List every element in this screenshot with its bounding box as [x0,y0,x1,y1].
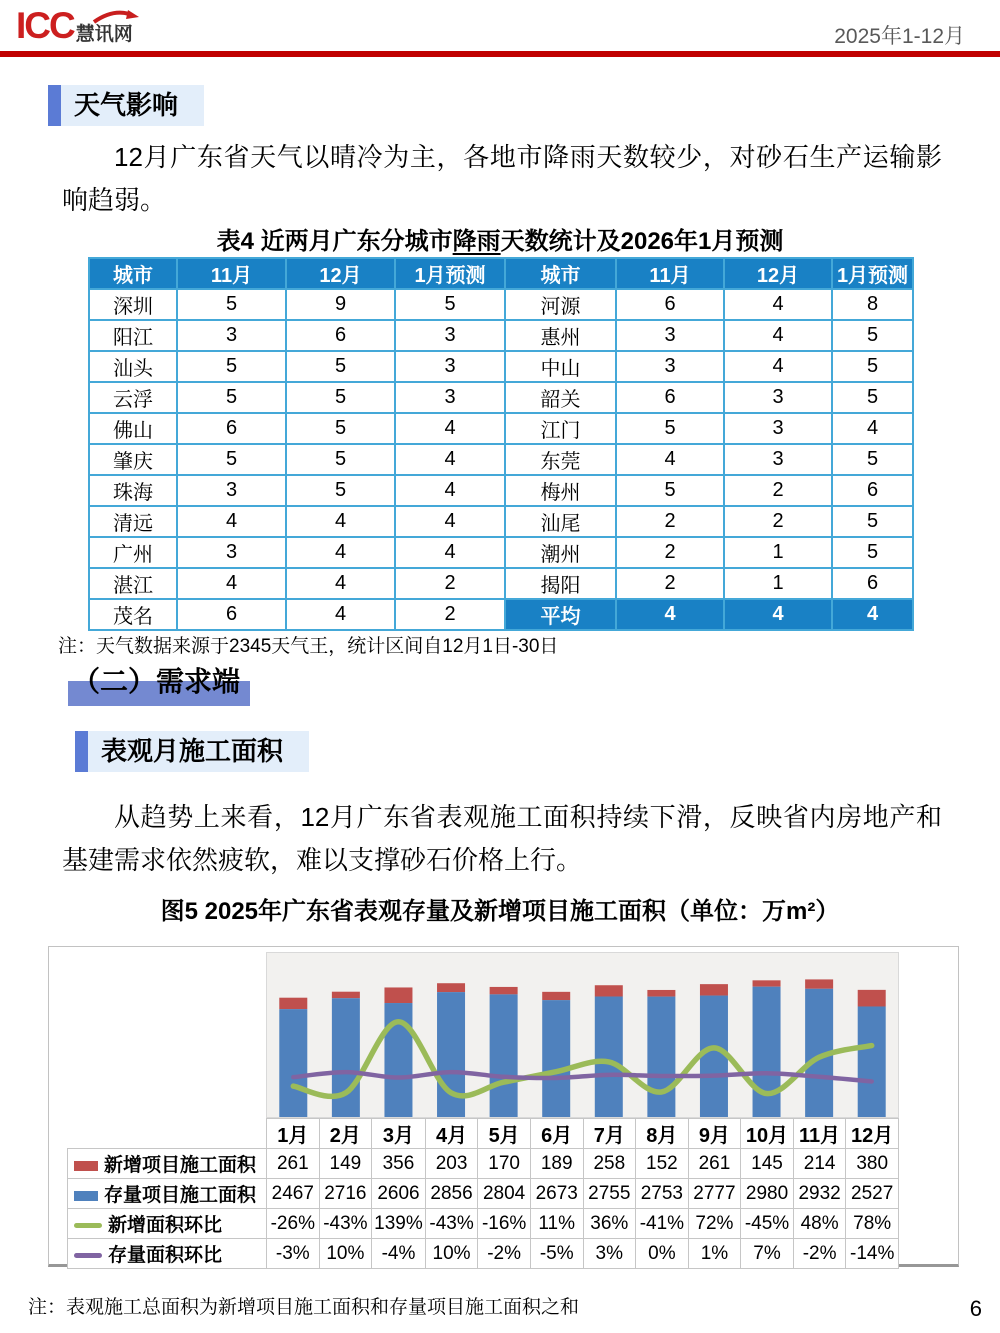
value-cell: 380 [846,1149,899,1179]
chart-plot-area [266,952,899,1118]
figure5-title: 图5 2025年广东省表观存量及新增项目施工面积（单位：万m²） [160,898,840,925]
value-cell: 145 [741,1149,794,1179]
table-cell: 云浮 [89,382,177,413]
table-cell: 4 [286,506,395,537]
table-cell: 城市 [89,258,177,289]
table-cell: 5 [616,475,724,506]
stacked-bar-line-chart [267,953,898,1117]
table-cell: 9 [286,289,395,320]
table-cell: 2 [395,568,505,599]
heading-accent-bar [75,731,88,772]
table4-title-prefix: 表4 近两月广东分城市 [216,228,453,255]
table-cell: 5 [832,537,913,568]
table-cell: 惠州 [505,320,616,351]
value-cell: 2673 [530,1179,583,1209]
series-row [68,1179,899,1209]
table-cell: 5 [286,444,395,475]
construction-section-title: 表观月施工面积 [88,731,309,772]
page-header [0,0,1000,57]
value-cell: -14% [846,1239,899,1269]
icc-logo-text: ICC [16,5,74,46]
series-label-cell [68,1239,267,1269]
table-row [89,289,913,320]
table-row [89,506,913,537]
table-cell: 5 [286,382,395,413]
table-cell: 3 [395,351,505,382]
table-cell: 湛江 [89,568,177,599]
table-cell: 4 [395,444,505,475]
table-cell: 中山 [505,351,616,382]
series-label-cell [68,1179,267,1209]
weather-section-title: 天气影响 [61,85,204,126]
table-cell: 4 [616,599,724,630]
table-cell: 广州 [89,537,177,568]
series-name: 存量项目施工面积 [104,1185,257,1206]
table-cell: 河源 [505,289,616,320]
table-cell: 3 [724,444,832,475]
table-cell: 4 [724,351,832,382]
value-cell: -5% [530,1239,583,1269]
value-cell: 261 [688,1149,741,1179]
icc-logo [16,6,133,46]
page-number: 6 [969,1296,982,1321]
table4-title-suffix: 天数统计及2026年1月预测 [500,228,784,255]
table-row [89,413,913,444]
table-cell: 4 [395,475,505,506]
table-cell: 汕头 [89,351,177,382]
series-row [68,1149,899,1179]
table-cell: 佛山 [89,413,177,444]
table-cell: 6 [616,289,724,320]
table-row [89,537,913,568]
value-cell: 10% [425,1239,478,1269]
series-label-cell [68,1149,267,1179]
rain-table-body [89,258,913,630]
table-row [89,258,913,289]
table-cell: 4 [832,599,913,630]
value-cell: 0% [636,1239,689,1269]
table-cell: 4 [286,568,395,599]
table-cell: 2 [616,568,724,599]
table-cell: 2 [616,506,724,537]
table-cell: 5 [286,413,395,444]
table-row [89,444,913,475]
value-cell: -3% [267,1239,320,1269]
report-period: 2025年1-12月 [834,25,965,48]
series-label-cell [68,1209,267,1239]
table-cell: 3 [177,537,286,568]
month-label-cell: 11月 [793,1119,846,1149]
value-cell: 189 [530,1149,583,1179]
table-cell: 5 [286,475,395,506]
month-label-cell: 3月 [372,1119,426,1149]
table-cell: 4 [395,506,505,537]
value-cell: 139% [372,1209,426,1239]
value-cell: 1% [688,1239,741,1269]
month-header-row [68,1119,899,1149]
table-cell: 揭阳 [505,568,616,599]
construction-section-heading [75,731,309,772]
table-cell: 8 [832,289,913,320]
weather-section-heading [48,85,204,126]
value-cell: 3% [583,1239,636,1269]
table-cell: 城市 [505,258,616,289]
table-cell: 茂名 [89,599,177,630]
table-cell: 4 [177,568,286,599]
value-cell: 2467 [267,1179,320,1209]
blank-cell [68,1119,267,1149]
table4-note: 注：天气数据来源于2345天气王，统计区间自12月1日-30日 [58,636,559,657]
demand-section-title: （二）需求端 [72,666,241,697]
swoosh-icon [92,8,140,24]
value-cell: -45% [741,1209,794,1239]
value-cell: 10% [319,1239,372,1269]
chart-data-table [67,1118,899,1269]
table-cell: 1 [724,568,832,599]
value-cell: 36% [583,1209,636,1239]
value-cell: 2856 [425,1179,478,1209]
table-cell: 4 [395,537,505,568]
chart-data-table-body [68,1119,899,1269]
table-cell: 4 [286,599,395,630]
value-cell: 7% [741,1239,794,1269]
table-cell: 5 [832,444,913,475]
table-cell: 2 [724,506,832,537]
table-cell: 5 [177,382,286,413]
series-name: 新增项目施工面积 [104,1155,257,1176]
table-cell: 6 [177,413,286,444]
table-cell: 6 [616,382,724,413]
rain-table [88,257,914,631]
value-cell: 2753 [636,1179,689,1209]
table-cell: 5 [286,351,395,382]
table-cell: 3 [395,320,505,351]
value-cell: 2980 [741,1179,794,1209]
demand-section-heading [72,665,240,699]
month-label-cell: 2月 [319,1119,372,1149]
table-row [89,351,913,382]
value-cell: -43% [319,1209,372,1239]
table-cell: 1月预测 [832,258,913,289]
table-cell: 肇庆 [89,444,177,475]
table-cell: 4 [724,599,832,630]
table-cell: 5 [177,289,286,320]
table-cell: 3 [395,382,505,413]
month-label-cell: 4月 [425,1119,478,1149]
icc-logo-cn [76,24,133,46]
value-cell: -41% [636,1209,689,1239]
construction-paragraph: 从趋势上来看，12月广东省表观施工面积持续下滑，反映省内房地产和基建需求依然疲软，难以支撑砂石价格上行。 [62,802,942,875]
legend-swatch-icon [74,1191,98,1201]
value-cell: 170 [478,1149,531,1179]
table-cell: 12月 [286,258,395,289]
series-row [68,1209,899,1239]
table4-title-underlined: 降雨 [452,228,501,255]
table-cell: 珠海 [89,475,177,506]
value-cell: 2755 [583,1179,636,1209]
value-cell: 72% [688,1209,741,1239]
table-cell: 11月 [616,258,724,289]
table-cell: 韶关 [505,382,616,413]
value-cell: 152 [636,1149,689,1179]
month-label-cell: 12月 [846,1119,899,1149]
table-cell: 2 [395,599,505,630]
value-cell: 2606 [372,1179,426,1209]
table-cell: 3 [177,320,286,351]
value-cell: 2527 [846,1179,899,1209]
table-cell: 平均 [505,599,616,630]
legend-line-icon [74,1223,102,1228]
table-cell: 1 [724,537,832,568]
month-label-cell: 7月 [583,1119,636,1149]
legend-swatch-icon [74,1161,98,1171]
value-cell: 11% [530,1209,583,1239]
table-cell: 5 [832,382,913,413]
table-cell: 潮州 [505,537,616,568]
value-cell: 258 [583,1149,636,1179]
legend-line-icon [74,1253,102,1258]
table-cell: 12月 [724,258,832,289]
value-cell: 2932 [793,1179,846,1209]
table-cell: 江门 [505,413,616,444]
value-cell: -26% [267,1209,320,1239]
table-cell: 东莞 [505,444,616,475]
table-cell: 汕尾 [505,506,616,537]
value-cell: 203 [425,1149,478,1179]
table-cell: 5 [177,444,286,475]
figure5-note: 注：表观施工总面积为新增项目施工面积和存量项目施工面积之和 [28,1297,580,1318]
value-cell: -2% [793,1239,846,1269]
value-cell: 78% [846,1209,899,1239]
series-row [68,1239,899,1269]
table-cell: 5 [832,320,913,351]
table-cell: 6 [286,320,395,351]
table-cell: 5 [177,351,286,382]
series-name: 存量面积环比 [108,1245,223,1266]
table-cell: 5 [616,413,724,444]
table-row [89,568,913,599]
table-cell: 3 [177,475,286,506]
value-cell: -16% [478,1209,531,1239]
table-row [89,320,913,351]
table-cell: 清远 [89,506,177,537]
table-cell: 2 [616,537,724,568]
table-cell: 3 [724,382,832,413]
table-cell: 1月预测 [395,258,505,289]
table-cell: 3 [616,351,724,382]
table-cell: 4 [724,320,832,351]
table-cell: 4 [616,444,724,475]
table-cell: 4 [286,537,395,568]
table-cell: 4 [177,506,286,537]
table-cell: 4 [724,289,832,320]
table-cell: 深圳 [89,289,177,320]
value-cell: 149 [319,1149,372,1179]
value-cell: 2777 [688,1179,741,1209]
table-cell: 4 [832,413,913,444]
heading-accent-bar [48,85,61,126]
table4-title [0,221,1000,256]
table-row [89,382,913,413]
table-cell: 2 [724,475,832,506]
table-cell: 3 [616,320,724,351]
table-cell: 阳江 [89,320,177,351]
value-cell: -43% [425,1209,478,1239]
month-label-cell: 8月 [636,1119,689,1149]
month-label-cell: 10月 [741,1119,794,1149]
table-row [89,599,913,630]
table-cell: 5 [395,289,505,320]
table-cell: 6 [832,475,913,506]
table-cell: 4 [395,413,505,444]
table-cell: 梅州 [505,475,616,506]
table-cell: 11月 [177,258,286,289]
table-cell: 5 [832,351,913,382]
value-cell: 214 [793,1149,846,1179]
month-label-cell: 5月 [478,1119,531,1149]
month-label-cell: 6月 [530,1119,583,1149]
table-cell: 3 [724,413,832,444]
figure5-chart-frame [48,946,959,1267]
value-cell: 356 [372,1149,426,1179]
icc-logo-cn-text: 慧讯网 [75,24,133,45]
table-cell: 6 [177,599,286,630]
value-cell: -2% [478,1239,531,1269]
series-name: 新增面积环比 [108,1215,223,1236]
value-cell: 48% [793,1209,846,1239]
table-cell: 5 [832,506,913,537]
table-row [89,475,913,506]
month-label-cell: 1月 [267,1119,320,1149]
value-cell: -4% [372,1239,426,1269]
value-cell: 2716 [319,1179,372,1209]
value-cell: 2804 [478,1179,531,1209]
value-cell: 261 [267,1149,320,1179]
month-label-cell: 9月 [688,1119,741,1149]
table-cell: 6 [832,568,913,599]
weather-paragraph: 12月广东省天气以晴冷为主，各地市降雨天数较少，对砂石生产运输影响趋弱。 [62,142,942,215]
